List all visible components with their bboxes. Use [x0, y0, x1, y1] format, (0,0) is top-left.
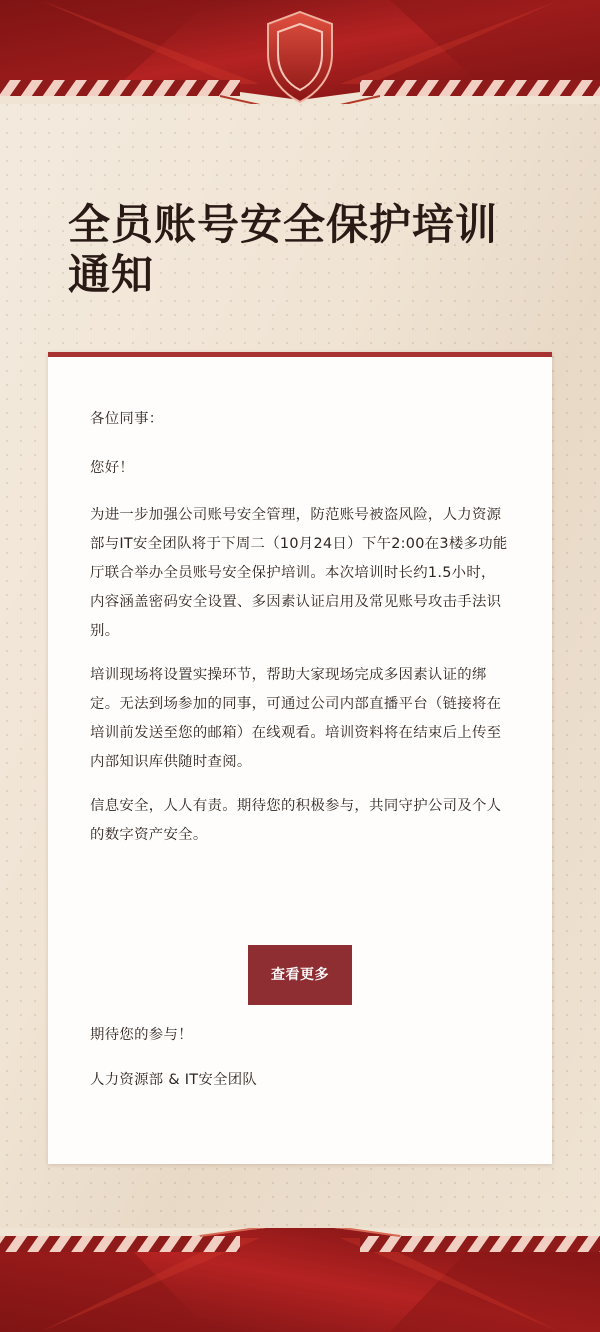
- email-card: [48, 352, 552, 1164]
- cta-container: [48, 945, 552, 1005]
- signature-text: 人力资源部 & IT安全团队: [90, 1072, 258, 1088]
- email-body: [90, 405, 510, 865]
- hello-text: 您好！: [90, 460, 135, 476]
- body-paragraph-1: 为进一步加强公司账号安全管理，防范账号被盗风险，人力资源部与IT安全团队将于下周二（10月24日）下午2:00在3楼多功能厅联合举办全员账号安全保护培训。本次培训时长约1.5小时，内容涵盖密码安全设置、多因素认证启用及常见账号攻击手法识别。: [90, 507, 508, 639]
- body-paragraph-3: 信息安全，人人有责。期待您的积极参与，共同守护公司及个人的数字资产安全。: [90, 798, 502, 843]
- page-title: 全员账号安全保护培训通知: [68, 200, 499, 299]
- closing-text: 期待您的参与！: [90, 1027, 193, 1043]
- shield-icon: [260, 8, 340, 104]
- greeting-text: 各位同事：: [90, 411, 164, 427]
- header-banner: [0, 0, 600, 104]
- title-block: [68, 200, 538, 300]
- footer-banner: [0, 1228, 600, 1332]
- body-paragraph-2: 培训现场将设置实操环节，帮助大家现场完成多因素认证的绑定。无法到场参加的同事，可通过公司内部直播平台（链接将在培训前发送至您的邮箱）在线观看。培训资料将在结束后上传至内部知识库供随时查阅。: [90, 667, 502, 770]
- closing-block: [90, 1021, 510, 1095]
- view-more-button[interactable]: 查看更多: [248, 945, 352, 1005]
